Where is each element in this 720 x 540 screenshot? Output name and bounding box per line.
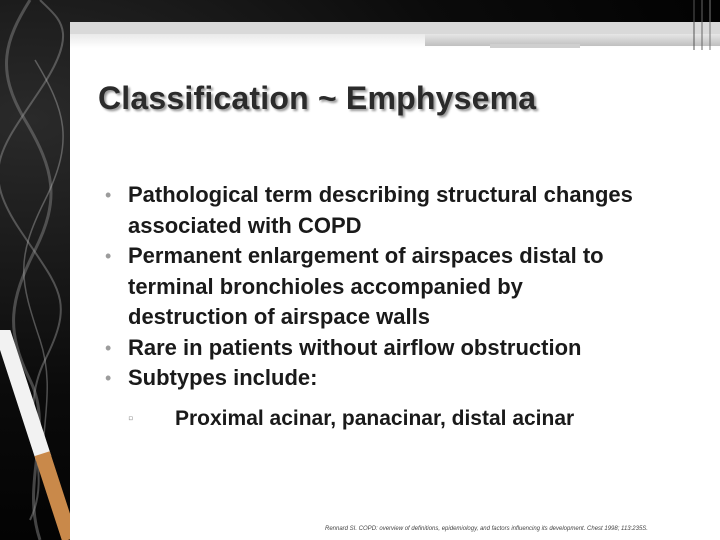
bullet-marker: •: [105, 246, 112, 266]
bullet-marker: •: [105, 185, 112, 205]
sub-bullet-item: [128, 404, 703, 434]
bullet-line: Rare in patients without airflow obstruction: [128, 334, 582, 360]
cigarette-image: [0, 330, 70, 540]
bullet-line: destruction of airspace walls: [128, 304, 430, 329]
bullet-marker: •: [105, 337, 112, 358]
bullet-item: [103, 241, 703, 333]
bullet-item: [103, 333, 703, 364]
bullet-marker: •: [105, 368, 112, 388]
bullet-item: [103, 180, 703, 241]
slide-title: Classification ~ Emphysema: [98, 80, 537, 116]
bullet-line: associated with COPD: [128, 212, 362, 238]
sub-bullet-marker: ▫: [128, 409, 134, 427]
bullet-line: terminal bronchioles accompanied by: [128, 273, 523, 299]
decorative-lines: [690, 0, 720, 60]
bullet-line: Pathological term describing structural changes: [128, 182, 633, 207]
top-bar-accent-line: [490, 44, 580, 48]
bullet-line: Permanent enlargement of airspaces distal to: [128, 243, 604, 268]
sub-bullet-text: Proximal acinar, panacinar, distal acinar: [175, 406, 575, 430]
top-bar: [70, 22, 720, 34]
bullet-line: Subtypes include:: [128, 365, 318, 390]
citation: Rennard SI. COPD: overview of definitions, epidemiology, and factors influencing its development. Chest 1998; 113:235S.: [325, 526, 648, 532]
bullet-item: [103, 363, 703, 394]
bullet-list: [103, 180, 703, 434]
